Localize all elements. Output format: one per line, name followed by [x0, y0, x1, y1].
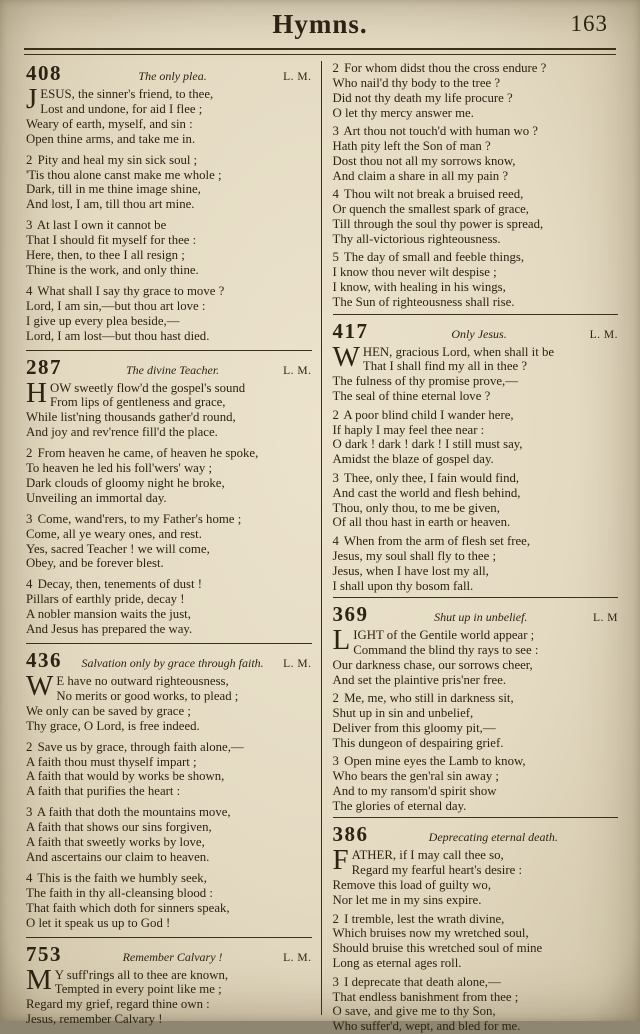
stanza — [26, 670, 312, 734]
hymn-line: Deliver from this gloomy pit,— — [332, 720, 496, 735]
hymn-divider-rule — [26, 937, 312, 938]
text-columns — [0, 55, 640, 1034]
hymn-line: We only can be saved by grace ; — [26, 703, 191, 718]
hymn-line: And cast the world and flesh behind, — [332, 485, 521, 500]
hymn-title: Deprecating eternal death. — [428, 830, 558, 845]
hymn-meter: L. M. — [283, 951, 312, 964]
dropcap-letter: H — [26, 376, 47, 409]
hymn-line: 3 I deprecate that death alone,— — [332, 974, 501, 989]
hymn-line: E have no outward righteousness, — [56, 674, 229, 688]
right-column — [322, 61, 619, 1034]
hymn-line: A faith that sweetly works by love, — [26, 835, 205, 850]
hymn-line: Yes, sacred Teacher ! we will come, — [26, 541, 210, 556]
stanza — [26, 446, 312, 506]
hymn-divider-rule — [333, 314, 619, 315]
hymn-line: 4 When from the arm of flesh set free, — [332, 533, 531, 548]
stanza — [333, 408, 619, 468]
hymn-line: A faith that would by works be shown, — [26, 769, 225, 784]
hymn-line: I know thou never wilt despise ; — [332, 265, 497, 280]
hymn-line: To heaven he led his foll'wers' way ; — [26, 461, 213, 476]
hymn-line: And claim a share in all my pain ? — [332, 168, 509, 183]
stanza — [333, 534, 619, 594]
stanza — [26, 740, 312, 800]
stanza-number: 5 — [332, 250, 339, 265]
hymn-line: And set the plaintive pris'ner free. — [332, 672, 507, 687]
stanza — [26, 153, 312, 213]
hymn-meter: L. M. — [283, 364, 312, 377]
hymn-line: 4 Thou wilt not break a bruised reed, — [332, 187, 524, 202]
stanza — [26, 218, 312, 278]
hymn-line: The fulness of thy promise prove,— — [332, 374, 519, 389]
hymn-line: That endless banishment from thee ; — [332, 989, 519, 1004]
hymn-line: Regard my fearful heart's desire : — [351, 863, 523, 878]
stanza — [26, 512, 312, 572]
hymn-line: 'Tis thou alone canst make me whole ; — [26, 167, 222, 182]
hymn-line: Pillars of earthly pride, decay ! — [26, 592, 185, 607]
hymn-divider-rule — [26, 643, 312, 644]
hymn-line: Lord, I am sin,—but thou art love : — [26, 298, 206, 313]
hymn-line: The Sun of righteousness shall rise. — [332, 295, 515, 310]
stanza-number: 2 — [26, 152, 33, 167]
stanza-number: 4 — [26, 283, 33, 298]
hymn-header — [26, 648, 312, 672]
stanza — [333, 124, 619, 184]
hymn-line: The seal of thine eternal love ? — [332, 389, 491, 404]
hymn-number: 408 — [26, 61, 62, 85]
stanza-number: 2 — [332, 691, 339, 706]
stanza-number: 3 — [26, 511, 33, 526]
hymn-line: O save, and give me to thy Son, — [332, 1004, 496, 1019]
hymn-line: Should bruise this wretched soul of mine — [332, 941, 543, 956]
stanza-number: 4 — [26, 870, 33, 885]
hymn-line: If haply I may feel thee near : — [332, 422, 485, 437]
hymn-line: O dark ! dark ! dark ! I still must say, — [332, 437, 523, 452]
hymn-number: 369 — [332, 602, 369, 626]
hymn-meter: L. M. — [589, 328, 618, 341]
stanza — [332, 624, 619, 688]
hymn-line: HEN, gracious Lord, when shall it be — [362, 344, 555, 359]
stanza — [26, 376, 312, 441]
hymn-line: Unveiling an immortal day. — [26, 490, 167, 505]
hymn-divider-rule — [333, 817, 619, 818]
hymn-title: Salvation only by grace through faith. — [81, 656, 264, 670]
stanza — [333, 975, 619, 1034]
hymn-line: Hath pity left the Son of man ? — [332, 139, 491, 154]
hymn-line: Jesus, remember Calvary ! — [26, 1012, 163, 1027]
hymn-line: Amidst the blaze of gospel day. — [332, 452, 494, 467]
hymn-line: O let it speak us up to God ! — [26, 915, 171, 930]
stanza — [333, 912, 619, 972]
stanza — [333, 754, 619, 814]
hymn-line: Regard my grief, regard thine own : — [26, 997, 210, 1012]
hymn-line: And ascertains our claim to heaven. — [26, 849, 210, 864]
hymn-line: IGHT of the Gentile world appear ; — [353, 628, 535, 642]
stanza-number: 2 — [332, 61, 339, 75]
hymn-line: Shut up in sin and unbelief, — [332, 706, 474, 721]
hymn-meter: L. M — [593, 612, 618, 624]
hymn-line: Tempted in every point like me ; — [54, 982, 222, 997]
stanza — [332, 340, 619, 405]
hymn-line: That I should fit myself for thee : — [26, 233, 197, 248]
hymn-header — [333, 602, 619, 626]
stanza — [26, 963, 312, 1028]
page-number: 163 — [570, 11, 608, 36]
hymn-line: Command the blind thy rays to see : — [353, 642, 539, 657]
hymn-line: Dark clouds of gloomy night he broke, — [26, 475, 225, 490]
hymn-number: 753 — [26, 941, 62, 966]
hymn-line: ATHER, if I may call thee so, — [351, 848, 504, 863]
hymn-meter: L. M. — [283, 71, 312, 83]
hymn-line: 5 The day of small and feeble things, — [332, 250, 525, 265]
hymn-line: A faith that shows our sins forgiven, — [26, 820, 212, 835]
hymn-line: Or quench the smallest spark of grace, — [332, 202, 530, 217]
stanza — [333, 187, 619, 247]
stanza — [26, 871, 312, 931]
hymn-line: 4 What shall I say thy grace to move ? — [26, 283, 225, 298]
hymn-line: 2 I tremble, lest the wrath divine, — [332, 911, 505, 926]
hymn-line: Lost and undone, for aid I flee ; — [40, 101, 203, 116]
page-header — [0, 0, 640, 46]
hymn-line: Weary of earth, myself, and sin : — [26, 116, 193, 131]
dropcap-letter: M — [26, 963, 52, 996]
hymn-line: I shall upon thy bosom fall. — [332, 578, 474, 593]
stanza-number: 4 — [332, 187, 339, 202]
hymn-divider-rule — [333, 597, 619, 598]
hymn-line: I know, with healing in his wings, — [332, 280, 506, 295]
stanza — [26, 805, 312, 865]
hymn-number: 386 — [332, 822, 369, 847]
hymn-line: That I shall find my all in thee ? — [362, 359, 528, 374]
stanza — [333, 471, 619, 531]
hymn-header — [26, 355, 312, 379]
hymn-line: Nor let me in my sins expire. — [332, 893, 482, 908]
stanza-number: 2 — [332, 407, 339, 422]
hymn-line: Thou, only thou, to me be given, — [332, 500, 500, 515]
hymn-line: Jesus, when I have lost my all, — [332, 563, 489, 578]
left-column — [26, 61, 322, 1027]
hymn-line: Of all thou hast in earth or heaven. — [332, 515, 511, 530]
hymn-line: This dungeon of despairing grief. — [332, 735, 504, 750]
hymn-line: Here, then, to thee I all resign ; — [26, 248, 185, 263]
stanza-number: 3 — [332, 974, 339, 989]
hymn-line: Remove this load of guilty wo, — [332, 878, 492, 893]
hymn-line: Thine is the work, and only thine. — [26, 262, 199, 277]
hymn-line: And Jesus has prepared the way. — [26, 622, 193, 637]
dropcap-letter: W — [26, 670, 54, 702]
stanza-number: 4 — [332, 533, 339, 548]
hymn-line: Obey, and be forever blest. — [26, 556, 164, 571]
hymn-title: Remember Calvary ! — [122, 949, 223, 964]
hymn-line: Long as eternal ages roll. — [332, 956, 462, 971]
hymn-line: Y suff'rings all to thee are known, — [54, 967, 229, 982]
hymn-line: I give up every plea beside,— — [26, 313, 180, 328]
hymn-line: Who suffer'd, wept, and bled for me. — [332, 1019, 521, 1034]
stanza — [26, 284, 312, 344]
hymn-line: Open thine arms, and take me in. — [26, 131, 196, 146]
stanza — [333, 61, 619, 121]
hymn-line: Which bruises now my wretched soul, — [332, 926, 529, 941]
hymn-line: 3 Come, wand'rers, to my Father's home ; — [26, 511, 242, 526]
hymn-line: From lips of gentleness and grace, — [49, 395, 226, 410]
hymn-line: Thy all-victorious righteousness. — [332, 231, 501, 246]
hymn-number: 287 — [26, 354, 62, 379]
stanza — [26, 83, 312, 147]
hymn-line: 2 For whom didst thou the cross endure ? — [332, 61, 547, 75]
hymn-line: And to my ransom'd spirit show — [332, 784, 497, 799]
stanza-number: 3 — [26, 805, 33, 820]
hymn-title: Only Jesus. — [451, 326, 507, 341]
stanza-number: 3 — [332, 470, 339, 485]
stanza-number: 2 — [26, 446, 33, 461]
stanza — [332, 844, 619, 908]
hymn-number: 417 — [332, 318, 369, 343]
hymn-line: 3 At last I own it cannot be — [26, 218, 167, 233]
hymn-line: The glories of eternal day. — [332, 798, 467, 813]
hymn-header — [26, 942, 312, 966]
hymn-line: Jesus, my soul shall fly to thee ; — [332, 548, 497, 563]
dropcap-letter: J — [26, 83, 38, 115]
hymn-line: OW sweetly flow'd the gospel's sound — [49, 380, 246, 395]
hymn-line: 4 This is the faith we humbly seek, — [26, 870, 207, 885]
hymn-line: Dark, till in me thine image shine, — [26, 182, 201, 197]
stanza-number: 3 — [26, 218, 33, 233]
hymn-header — [333, 822, 619, 846]
hymn-line: Come, all ye weary ones, and rest. — [26, 526, 202, 541]
hymn-line: Who bears the gen'ral sin away ; — [332, 769, 499, 784]
hymn-title: The only plea. — [138, 69, 207, 83]
hymn-line: No merits or good works, to plead ; — [56, 688, 239, 703]
hymn-line: The faith in thy all-cleansing blood : — [26, 885, 213, 900]
stanza — [26, 577, 312, 637]
hymn-header — [26, 61, 312, 85]
hymn-line: Our darkness chase, our sorrows cheer, — [332, 657, 533, 672]
hymn-divider-rule — [26, 350, 312, 351]
hymn-line: 3 Thee, only thee, I fain would find, — [332, 470, 520, 485]
hymn-line: While list'ning thousands gather'd round, — [26, 410, 236, 425]
stanza-number: 3 — [332, 754, 339, 769]
header-rule — [24, 48, 616, 55]
hymn-line: Dost thou not all my sorrows know, — [332, 153, 516, 168]
hymn-line: And lost, I am, till thou art mine. — [26, 197, 195, 212]
hymn-line: 2 From heaven he came, of heaven he spoke, — [26, 446, 259, 461]
hymn-line: A faith that purifies the heart : — [26, 784, 181, 799]
stanza-number: 3 — [332, 124, 339, 139]
hymn-line: 3 A faith that doth the mountains move, — [26, 805, 231, 820]
hymn-title: The divine Teacher. — [125, 362, 220, 377]
hymn-title: Shut up in unbelief. — [434, 610, 528, 624]
dropcap-letter: L — [332, 624, 351, 656]
hymn-line: 4 Decay, then, tenements of dust ! — [26, 577, 203, 592]
stanza — [333, 691, 619, 751]
hymn-meter: L. M. — [283, 658, 312, 670]
hymn-line: 3 Open mine eyes the Lamb to know, — [332, 754, 526, 769]
hymn-line: A faith thou must thyself impart ; — [26, 754, 197, 769]
hymn-line: 2 Pity and heal my sin sick soul ; — [26, 152, 198, 167]
hymn-line: Till through the soul thy power is spread, — [332, 217, 544, 232]
stanza-number: 2 — [332, 911, 339, 926]
hymn-line: Thy grace, O Lord, is free indeed. — [26, 718, 200, 733]
dropcap-letter: W — [332, 340, 360, 373]
hymn-line: Who nail'd thy body to the tree ? — [332, 75, 501, 90]
hymn-line: A nobler mansion waits the just, — [26, 607, 191, 622]
stanza-number: 4 — [26, 577, 33, 592]
hymn-number: 436 — [26, 648, 62, 672]
hymn-line: Lord, I am lost—but thou hast died. — [26, 328, 210, 343]
stanza — [333, 250, 619, 310]
page-title: Hymns. — [272, 9, 368, 39]
hymn-line: Did not thy death my life procure ? — [332, 90, 513, 105]
hymn-line: And joy and rev'rence fill'd the place. — [26, 425, 218, 440]
hymn-line: 2 A poor blind child I wander here, — [332, 407, 514, 422]
hymn-line: O let thy mercy answer me. — [332, 105, 474, 120]
hymn-line: That faith which doth for sinners speak, — [26, 900, 230, 915]
stanza-number: 2 — [26, 739, 33, 754]
hymn-line: 2 Save us by grace, through faith alone,— — [26, 739, 244, 754]
hymn-line: ESUS, the sinner's friend, to thee, — [40, 87, 214, 101]
hymn-header — [333, 319, 619, 343]
hymn-line: 3 Art thou not touch'd with human wo ? — [332, 124, 538, 139]
hymn-line: 2 Me, me, who still in darkness sit, — [332, 691, 514, 706]
dropcap-letter: F — [332, 844, 349, 877]
